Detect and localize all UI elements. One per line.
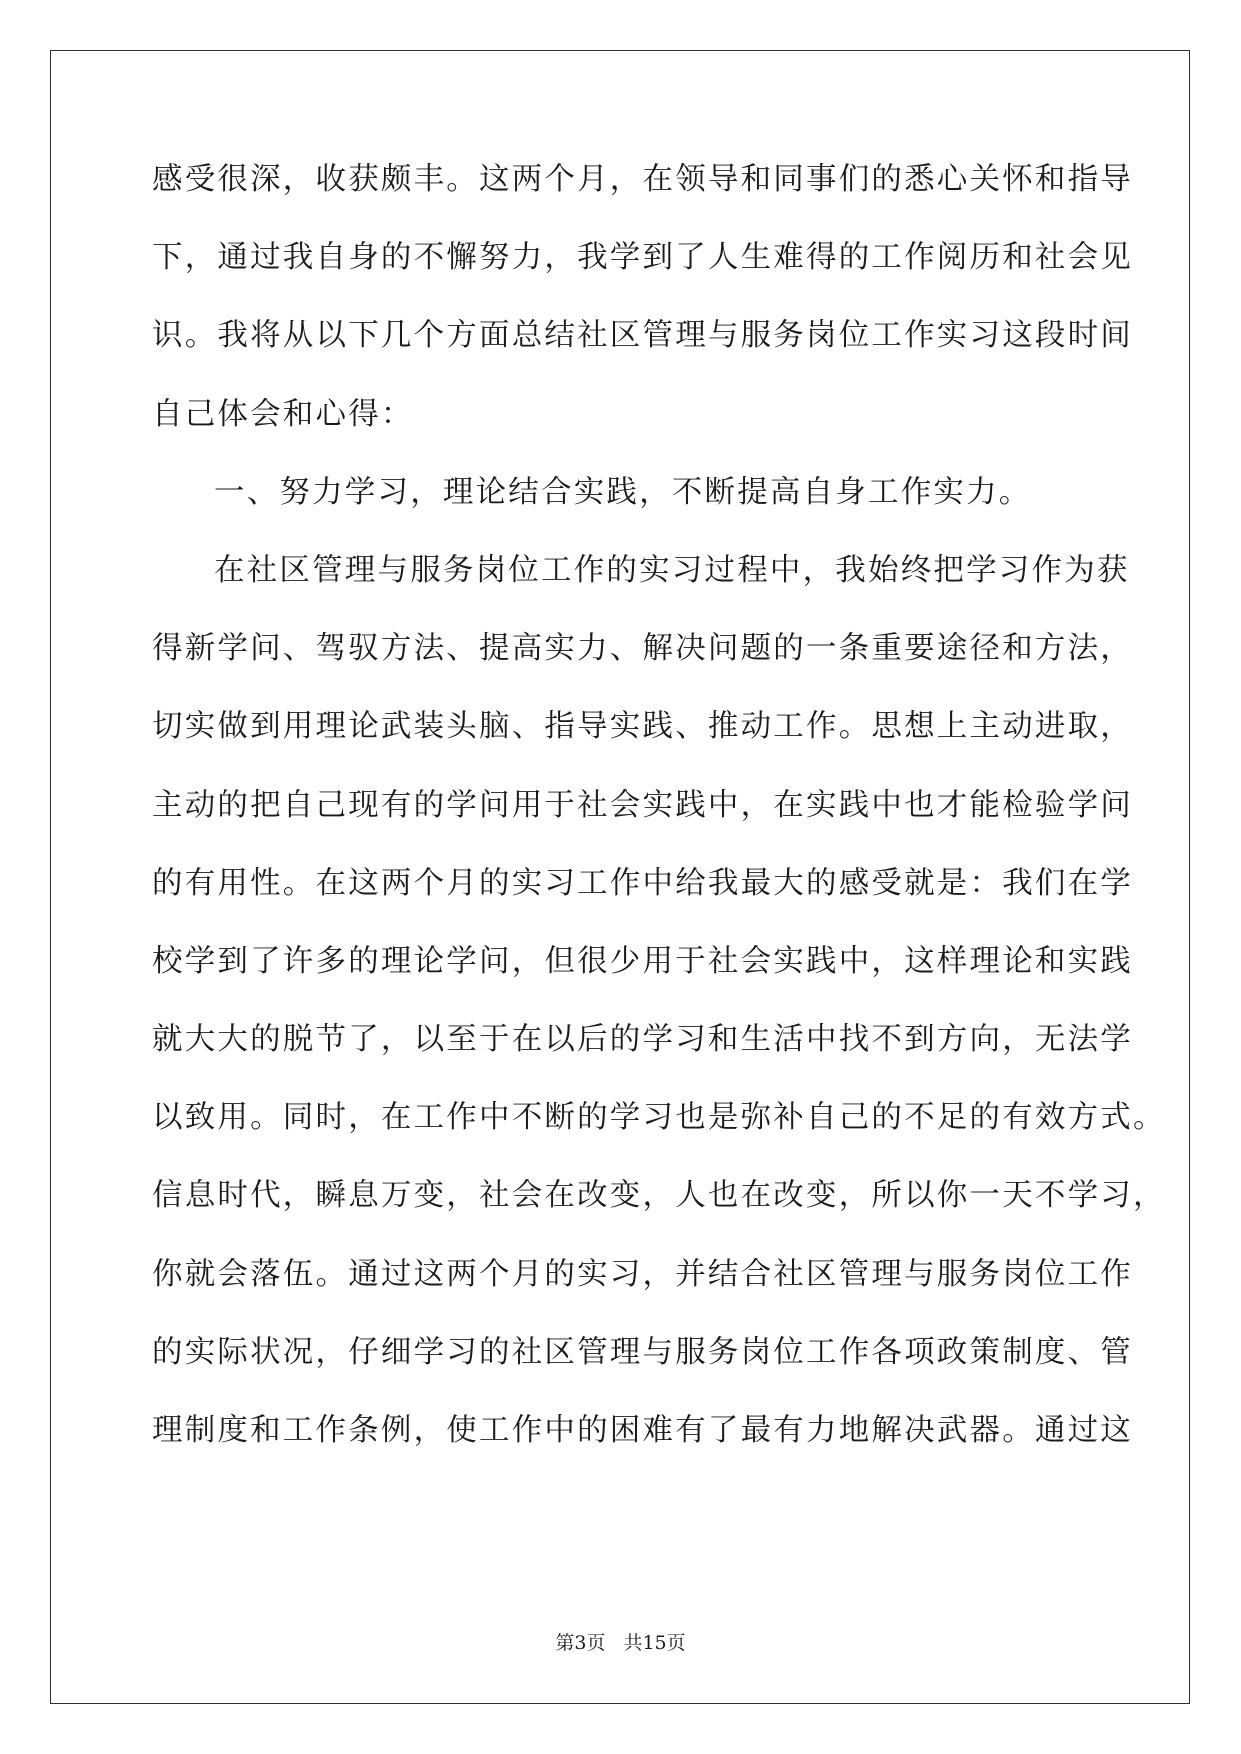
- page-number: 第3页: [555, 1632, 606, 1654]
- text-line: 的实际状况，仔细学习的社区管理与服务岗位工作各项政策制度、管: [152, 1334, 1133, 1370]
- text-line: 自己体会和心得：: [152, 396, 414, 432]
- text-line: 在社区管理与服务岗位工作的实习过程中，我始终把学习作为获: [214, 552, 1130, 588]
- page-footer: [0, 1628, 1241, 1655]
- text-line: 主动的把自己现有的学问用于社会实践中，在实践中也才能检验学问: [152, 787, 1133, 823]
- text-line: 信息时代，瞬息万变，社会在改变，人也在改变，所以你一天不学习，: [152, 1178, 1166, 1214]
- page-total: 共15页: [623, 1632, 686, 1654]
- section-heading: 一、努力学习，理论结合实践，不断提高自身工作实力。: [214, 474, 1032, 510]
- text-line: 切实做到用理论武装头脑、指导实践、推动工作。思想上主动进取，: [152, 709, 1133, 745]
- text-line: 就大大的脱节了，以至于在以后的学习和生活中找不到方向，无法学: [152, 1022, 1133, 1058]
- text-line: 校学到了许多的理论学问，但很少用于社会实践中，这样理论和实践: [152, 943, 1133, 979]
- document-body: [152, 160, 1166, 1489]
- text-line: 以致用。同时，在工作中不断的学习也是弥补自己的不足的有效方式。: [152, 1100, 1166, 1136]
- text-line: 你就会落伍。通过这两个月的实习，并结合社区管理与服务岗位工作: [152, 1256, 1133, 1292]
- text-line: 的有用性。在这两个月的实习工作中给我最大的感受就是：我们在学: [152, 865, 1133, 901]
- text-line: 下，通过我自身的不懈努力，我学到了人生难得的工作阅历和社会见: [152, 240, 1133, 276]
- text-line: 感受很深，收获颇丰。这两个月，在领导和同事们的悉心关怀和指导: [152, 162, 1133, 197]
- text-line: 理制度和工作条例，使工作中的困难有了最有力地解决武器。通过这: [152, 1413, 1133, 1448]
- text-line: 得新学问、驾驭方法、提高实力、解决问题的一条重要途径和方法，: [152, 631, 1133, 667]
- text-line: 识。我将从以下几个方面总结社区管理与服务岗位工作实习这段时间: [152, 318, 1133, 354]
